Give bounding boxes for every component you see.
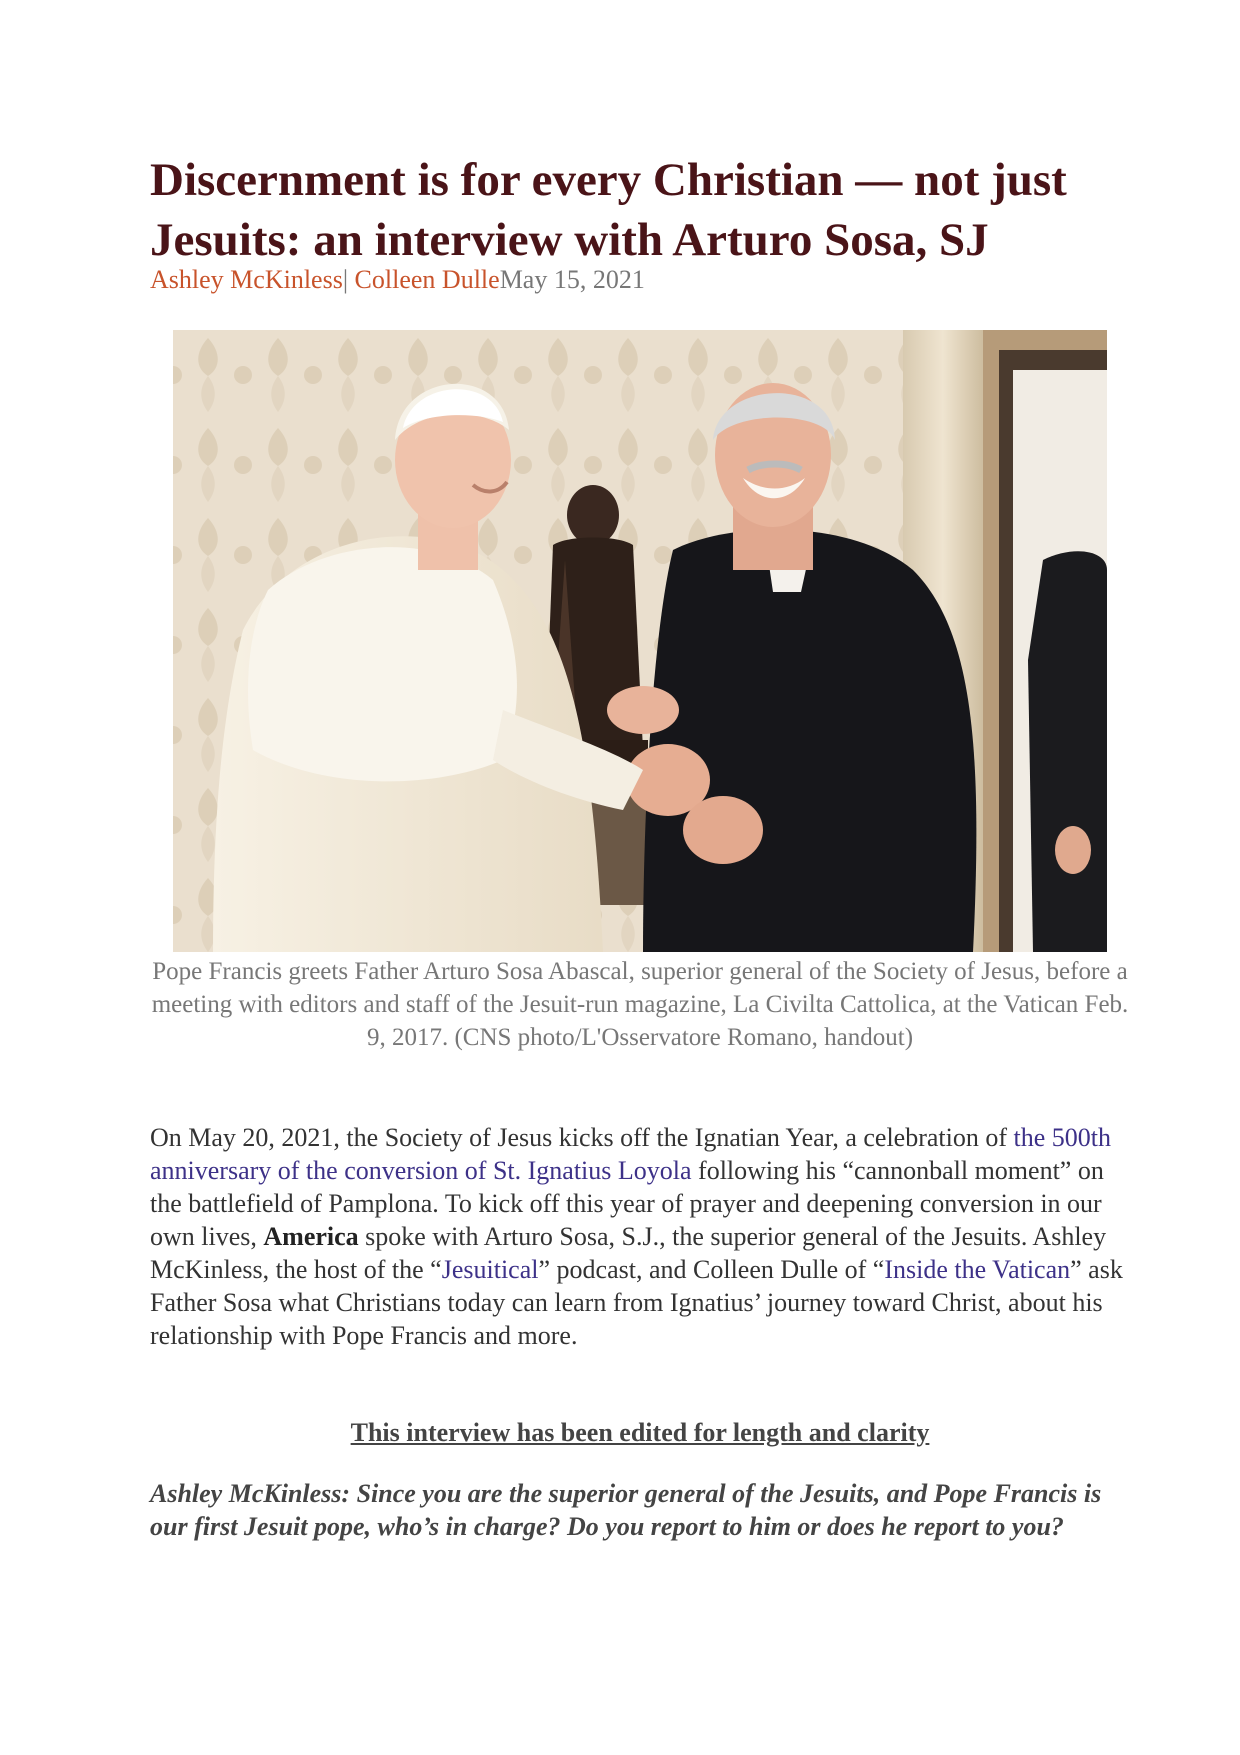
intro-paragraph bbox=[150, 1121, 1130, 1352]
link-inside-the-vatican[interactable]: Inside the Vatican bbox=[884, 1255, 1071, 1284]
intro-text-3: spoke with Arturo Sosa, S.J., the superior general of the Jesuits. Ashley McKinless, the host of the “ bbox=[150, 1222, 1107, 1284]
author-link-ashley[interactable]: Ashley McKinless bbox=[150, 265, 343, 294]
edited-notice: This interview has been edited for length and clarity bbox=[350, 1418, 930, 1447]
article-photo bbox=[173, 330, 1107, 952]
photo-caption: Pope Francis greets Father Arturo Sosa Abascal, superior general of the Society of Jesus, before a meeting with editors and staff of the Jesuit-run magazine, La Civilta Cattolica, at the Vatican Feb. 9, 2017. (CNS photo/L'Osservatore Romano, handout) bbox=[151, 958, 1129, 1051]
intro-text-4: ” podcast, and Colleen Dulle of “ bbox=[538, 1255, 885, 1284]
link-jesuitical[interactable]: Jesuitical bbox=[441, 1255, 539, 1284]
publish-date: May 15, 2021 bbox=[499, 265, 645, 294]
article-title: Discernment is for every Christian — not just Jesuits: an interview with Arturo Sosa, SJ bbox=[150, 154, 1067, 266]
byline-separator: | bbox=[342, 265, 349, 294]
intro-text-1: On May 20, 2021, the Society of Jesus kicks off the Ignatian Year, a celebration of bbox=[150, 1123, 1014, 1152]
america-name: America bbox=[263, 1222, 359, 1251]
byline bbox=[150, 264, 1130, 296]
link-ignatius-anniversary[interactable]: the 500th anniversary of the conversion of St. Ignatius Loyola bbox=[150, 1123, 1112, 1185]
intro-text-2: following his “cannonball moment” on the battlefield of Pamplona. To kick off this year of prayer and deepening conversion in our own lives, bbox=[150, 1156, 1104, 1251]
intro-text-5: ” ask Father Sosa what Christians today can learn from Ignatius’ journey toward Christ, about his relationship with Pope Francis and more. bbox=[150, 1255, 1123, 1350]
interview-question: Ashley McKinless: Since you are the superior general of the Jesuits, and Pope Francis is our first Jesuit pope, who’s in charge? Do you report to him or does he report to you? bbox=[150, 1479, 1102, 1541]
author-link-colleen[interactable]: Colleen Dulle bbox=[354, 265, 500, 294]
